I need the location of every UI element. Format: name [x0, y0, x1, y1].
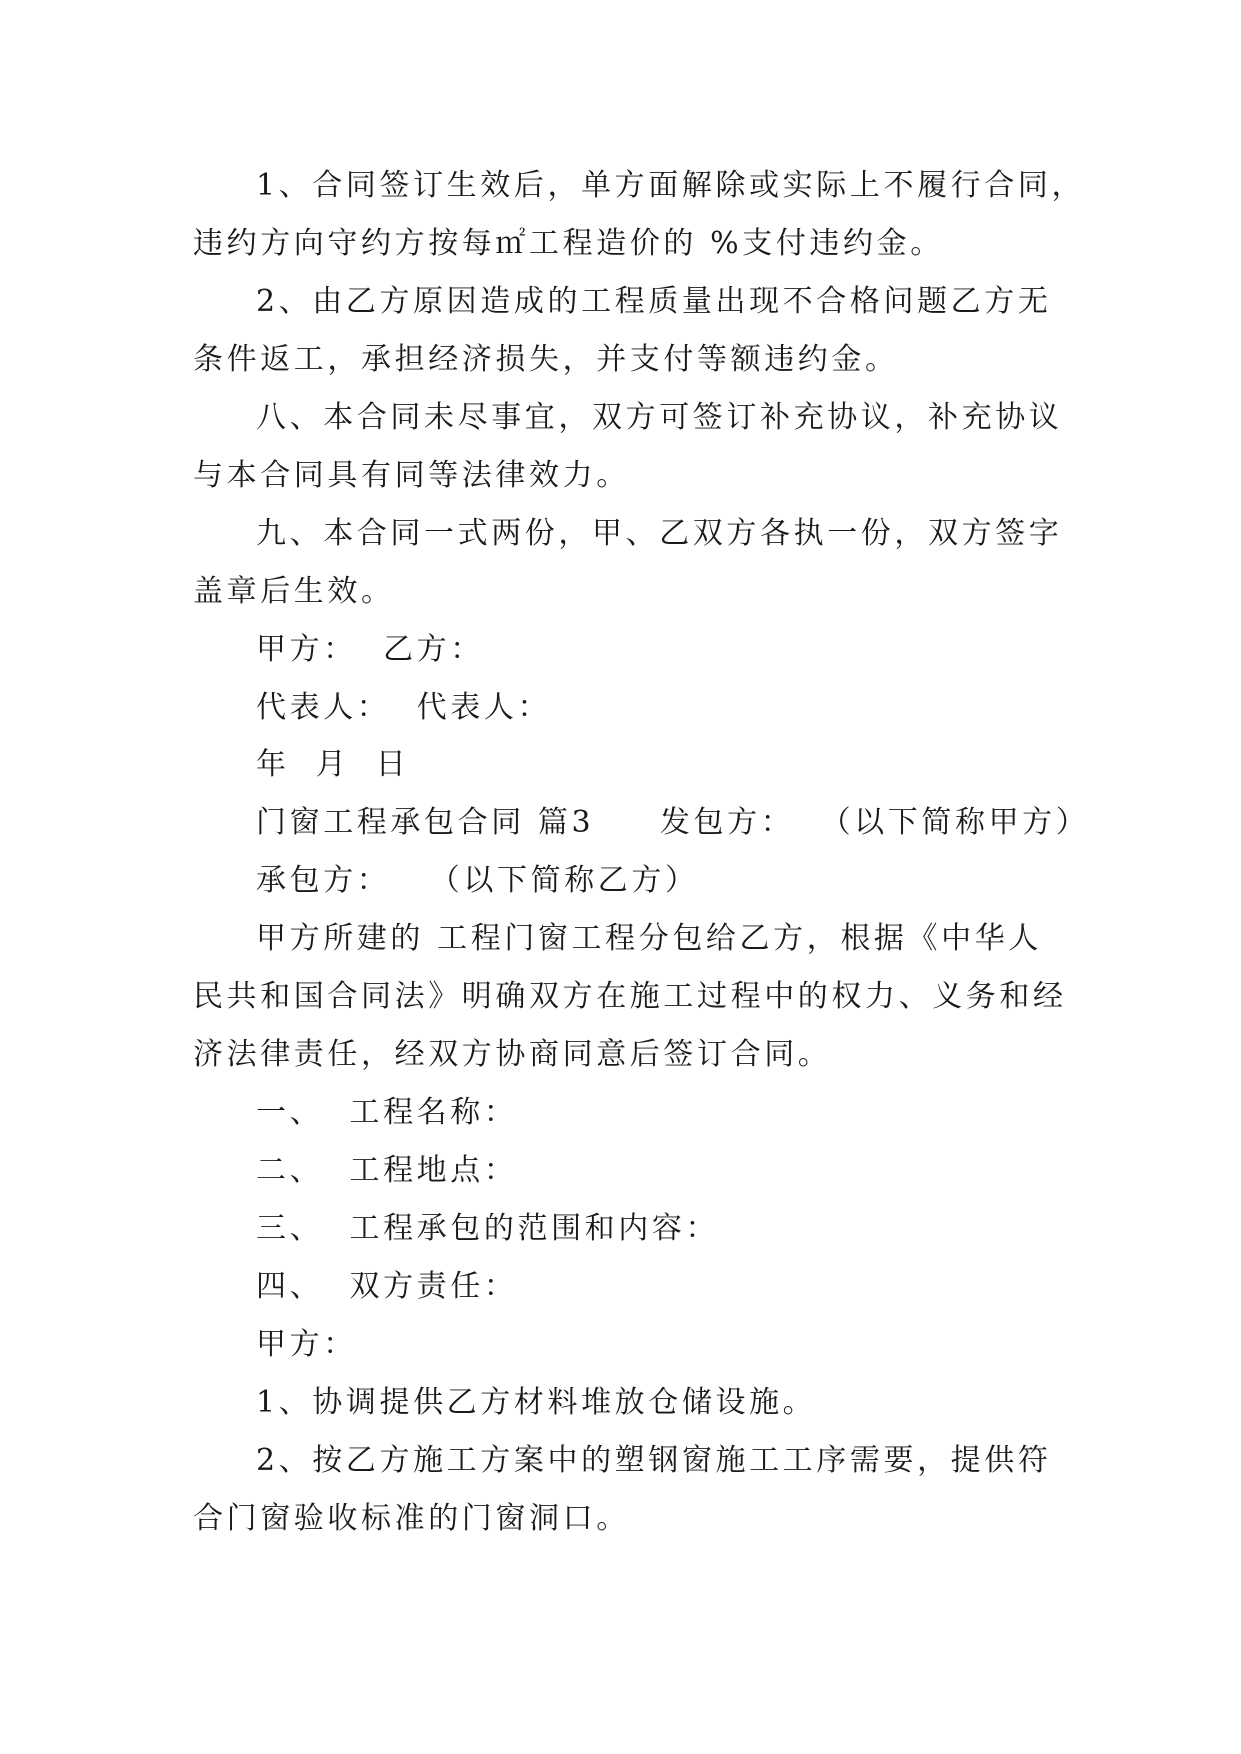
signature-parties-line: 甲方： 乙方： — [256, 632, 484, 667]
contractor-line: 承包方： （以下简称乙方） — [256, 863, 699, 898]
paragraph-line: 九、本合同一式两份，甲、乙双方各执一份，双方签字 — [256, 516, 1063, 551]
date-line: 年 月 日 — [256, 747, 410, 782]
paragraph-line: 1、合同签订生效后，单方面解除或实际上不履行合同， — [256, 168, 1086, 203]
representative-line: 代表人： 代表人： — [256, 690, 552, 725]
party-label: 甲方： — [256, 1327, 357, 1362]
paragraph-line: 盖章后生效。 — [193, 574, 395, 609]
clause-item: 三、 工程承包的范围和内容： — [256, 1211, 720, 1246]
paragraph-line: 八、本合同未尽事宜，双方可签订补充协议，补充协议 — [256, 400, 1063, 435]
paragraph-line: 违约方向守约方按每㎡工程造价的 %支付违约金。 — [193, 226, 944, 261]
clause-item: 二、 工程地点： — [256, 1153, 518, 1188]
paragraph-line: 合门窗验收标准的门窗洞口。 — [193, 1501, 630, 1536]
paragraph-line: 1、协调提供乙方材料堆放仓储设施。 — [256, 1385, 817, 1420]
clause-item: 四、 双方责任： — [256, 1269, 518, 1304]
paragraph-line: 2、由乙方原因造成的工程质量出现不合格问题乙方无 — [256, 284, 1052, 319]
paragraph-line: 与本合同具有同等法律效力。 — [193, 458, 630, 493]
paragraph-line: 2、按乙方施工方案中的塑钢窗施工工序需要，提供符 — [256, 1443, 1052, 1478]
section-heading: 门窗工程承包合同 篇3 发包方： （以下简称甲方） — [256, 805, 1090, 840]
paragraph-line: 甲方所建的 工程门窗工程分包给乙方，根据《中华人 — [256, 921, 1042, 956]
paragraph-line: 民共和国合同法》明确双方在施工过程中的权力、义务和经 — [193, 979, 1067, 1014]
clause-item: 一、 工程名称： — [256, 1095, 518, 1130]
paragraph-line: 济法律责任，经双方协商同意后签订合同。 — [193, 1037, 832, 1072]
paragraph-line: 条件返工，承担经济损失，并支付等额违约金。 — [193, 342, 899, 377]
